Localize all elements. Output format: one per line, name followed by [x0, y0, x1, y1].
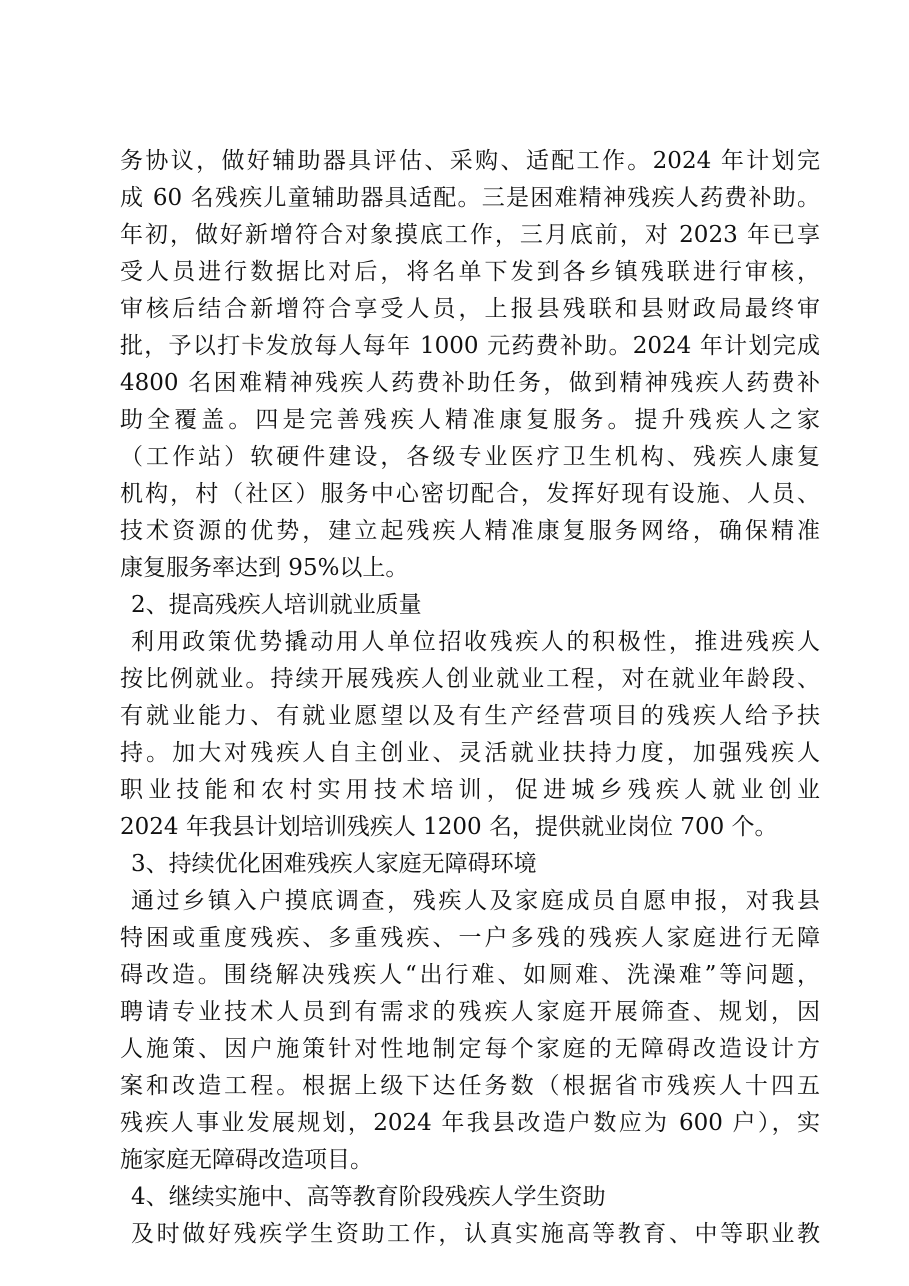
paragraph-line: 及时做好残疾学生资助工作，认真实施高等教育、中等职业教	[131, 1221, 820, 1247]
paragraph-line: 年初，做好新增符合对象摸底工作，三月底前，对 2023 年已享	[120, 222, 820, 248]
paragraph-line: 助全覆盖。四是完善残疾人精准康复服务。提升残疾人之家	[120, 407, 820, 433]
paragraph-line: 技术资源的优势，建立起残疾人精准康复服务网络，确保精准	[120, 518, 820, 544]
document-body	[120, 143, 820, 1253]
paragraph-line: 按比例就业。持续开展残疾人创业就业工程，对在就业年龄段、	[120, 666, 820, 692]
paragraph-line: 聘请专业技术人员到有需求的残疾人家庭开展筛查、规划，因	[120, 999, 820, 1025]
paragraph-line: 案和改造工程。根据上级下达任务数（根据省市残疾人十四五	[120, 1073, 820, 1099]
paragraph-line: （工作站）软硬件建设，各级专业医疗卫生机构、残疾人康复	[120, 444, 820, 470]
paragraph-line: 批，予以打卡发放每人每年 1000 元药费补助。2024 年计划完成	[120, 333, 820, 359]
paragraph-line: 2024 年我县计划培训残疾人 1200 名，提供就业岗位 700 个。	[120, 814, 778, 840]
paragraph-line: 利用政策优势撬动用人单位招收残疾人的积极性，推进残疾人	[131, 629, 820, 655]
paragraph-line: 残疾人事业发展规划，2024 年我县改造户数应为 600 户），实	[120, 1110, 820, 1136]
paragraph-line: 职业技能和农村实用技术培训，促进城乡残疾人就业创业	[120, 777, 820, 803]
paragraph-line: 务协议，做好辅助器具评估、采购、适配工作。2024 年计划完	[120, 148, 820, 174]
paragraph-line: 机构，村（社区）服务中心密切配合，发挥好现有设施、人员、	[120, 481, 820, 507]
paragraph-line: 人施策、因户施策针对性地制定每个家庭的无障碍改造设计方	[120, 1036, 820, 1062]
paragraph-line: 有就业能力、有就业愿望以及有生产经营项目的残疾人给予扶	[120, 703, 820, 729]
section-heading-2: 2、提高残疾人培训就业质量	[131, 592, 422, 618]
paragraph-line: 通过乡镇入户摸底调查，残疾人及家庭成员自愿申报，对我县	[131, 888, 820, 914]
paragraph-line: 持。加大对残疾人自主创业、灵活就业扶持力度，加强残疾人	[120, 740, 820, 766]
section-heading-3: 3、持续优化困难残疾人家庭无障碍环境	[131, 851, 537, 877]
paragraph-line: 成 60 名残疾儿童辅助器具适配。三是困难精神残疾人药费补助。	[120, 185, 820, 211]
paragraph-line: 碍改造。围绕解决残疾人“出行难、如厕难、洗澡难”等问题，	[120, 962, 820, 988]
paragraph-line: 审核后结合新增符合享受人员，上报县残联和县财政局最终审	[120, 296, 820, 322]
section-heading-4: 4、继续实施中、高等教育阶段残疾人学生资助	[131, 1184, 606, 1210]
paragraph-line: 4800 名困难精神残疾人药费补助任务，做到精神残疾人药费补	[120, 370, 820, 396]
paragraph-line: 特困或重度残疾、多重残疾、一户多残的残疾人家庭进行无障	[120, 925, 820, 951]
paragraph-line: 施家庭无障碍改造项目。	[120, 1147, 373, 1173]
paragraph-line: 康复服务率达到 95%以上。	[120, 555, 409, 581]
paragraph-line: 受人员进行数据比对后，将名单下发到各乡镇残联进行审核，	[120, 259, 820, 285]
